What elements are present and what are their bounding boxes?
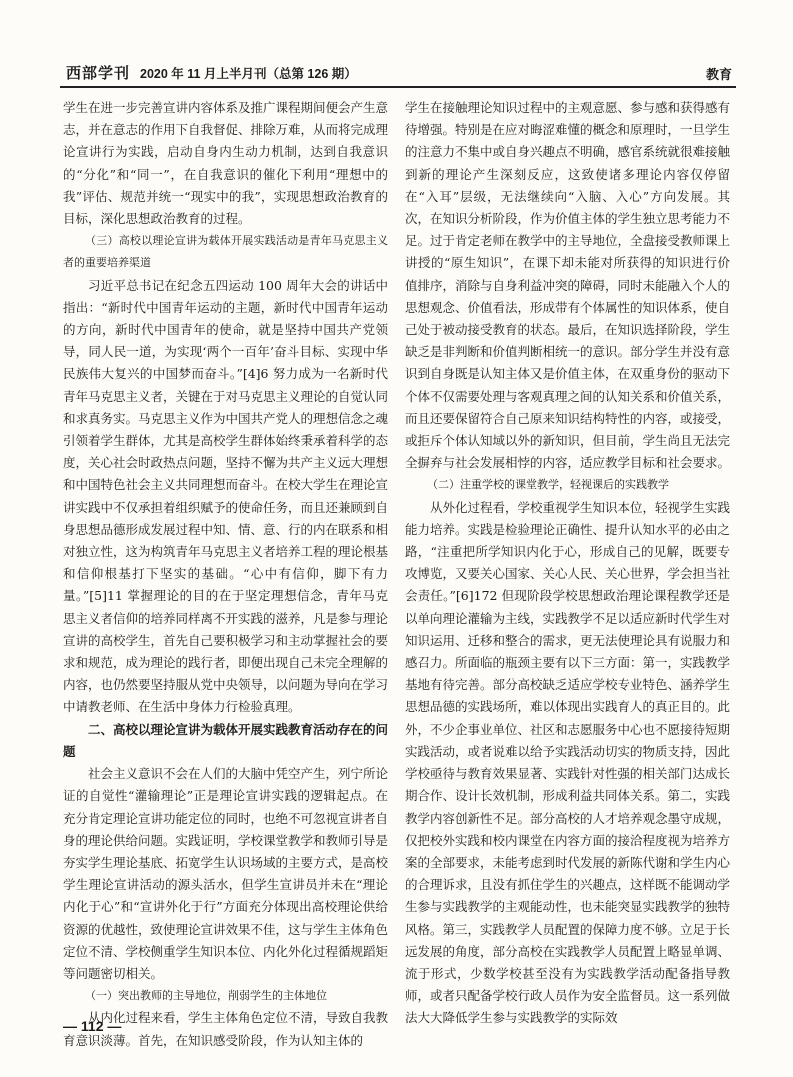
running-header <box>60 58 736 88</box>
paragraph: 学生在进一步完善宣讲内容体系及推广课程期间便会产生意志，并在意志的作用下自我督促、排除万难，从而将完成理论宣讲行为实践，启动自身内生动力机制，达到自我意识的“分化”和“同一”，在自我意识的催化下利用“理想中的我”评估、规范并统一“现实中的我”，实现思想政治教育的目标，深化思想政治教育的过程。 <box>63 100 389 227</box>
right-column <box>405 97 730 1030</box>
subsection-heading: （三）高校以理论宣讲为载体开展实践活动是青年马克思主义者的重要培养渠道 <box>63 234 388 270</box>
subsection-heading: （一）突出教师的主导地位，削弱学生的主体地位 <box>85 989 327 1003</box>
paragraph: 学生在接触理论知识过程中的主观意愿、参与感和获得感有待增强。特别是在应对晦涩难懂的概念和原理时，一旦学生的注意力不集中或自身兴趣点不明确，感官系统就很难接触到新的理论产生深刻反应，这致使诸多理论内容仅停留在“入耳”层级，无法继续向“入脑、入心”方向发展。其次，在知识分析阶段，作为价值主体的学生独立思考能力不足。过于肯定老师在教学中的主导地位，全盘接受教师课上讲授的“原生知识”，在课下却未能对所获得的知识进行价值排序，消除与自身利益冲突的障碍，同时未能融入个人的思想观念、价值看法，形成带有个体属性的知识体系，使自己处于被动接受教育的状态。最后，在知识选择阶段，学生缺乏是非判断和价值判断相统一的意识。部分学生并没有意识到自身既是认知主体又是价值主体，在双重身份的驱动下个体不仅需要处理与客观真理之间的认知关系和价值关系，而且还要保留符合自己原来知识结构特性的内容，或接受，或拒斥个体认知域以外的新知识，但目前，学生尚且无法完全摒弃与社会发展相悖的内容，适应教学目标和社会要求。 <box>405 100 731 471</box>
paragraph: 从内化过程来看，学生主体角色定位不清，导致自我教育意识淡薄。首先，在知识感受阶段，作为认知主体的 <box>63 1010 389 1048</box>
page-number: — 112 — <box>63 1018 122 1034</box>
paragraph: 习近平总书记在纪念五四运动 100 周年大会的讲话中指出：“新时代中国青年运动的主题，新时代中国青年运动的方向，新时代中国青年的使命，就是坚持中国共产党领导，同人民一道，为实现‘两个一百年’奋斗目标、实现中华民族伟大复兴的中国梦而奋斗。”[4]6 努力成为一名新时代青年马克思主义者，关键在于对马克思主义理论的自觉认同和求真务实。马克思主义作为中国共产党人的理想信念之魂引领着学生群体，尤其是高校学生群体始终秉承着科学的态度，关心社会时政热点问题，坚持不懈为共产主义远大理想和中国特色社会主义共同理想而奋斗。在校大学生在理论宣讲实践中不仅承担着组织赋予的使命任务，而且还兼顾到自身思想品德形成发展过程中知、情、意、行的内在联系和相对独立性，这为构筑青年马克思主义者培养工程的理论根基和信仰根基打下坚实的基础。“心中有信仰，脚下有力量。”[5]11 掌握理论的目的在于坚定理想信念，青年马克思主义者信仰的培养同样离不开实践的滋养，凡是参与理论宣讲的高校学生，首先自己要积极学习和主动掌握社会的要求和规范，成为理论的践行者，即便出现自己未完全理解的内容，也仍然要坚持服从党中央领导，以问题为导向在学习中请教老师、在生活中身体力行检验真理。 <box>63 277 389 715</box>
left-column <box>63 97 388 1052</box>
issue-info: 2020 年 11 月上半月刊（总第 126 期） <box>140 67 357 81</box>
section-label: 教育 <box>705 68 732 83</box>
subsection-heading: （二）注重学校的课堂教学，轻视课后的实践教学 <box>427 478 669 492</box>
paragraph: 从外化过程看，学校重视学生知识本位，轻视学生实践能力培养。实践是检验理论正确性、提升认知水平的必由之路，“注重把所学知识内化于心，形成自己的见解，既要专攻博览，又要关心国家、关心人民、关心世界，学会担当社会责任。”[6]172 但现阶段学校思想政治理论课程教学还是以单向理论灌输为主线，实践教学不足以适应新时代学生对知识运用、迁移和整合的需求，更无法使理论具有说服力和感召力。所面临的瓶颈主要有以下三方面：第一，实践教学基地有待完善。部分高校缺乏适应学校专业特色、涵养学生思想品德的实践场所，难以体现出实践育人的真正目的。此外，不少企事业单位、社区和志愿服务中心也不愿接待短期实践活动，或者说难以给予实践活动切实的物质支持，因此学校亟待与教育效果显著、实践针对性强的相关部门达成长期合作、设计长效机制，形成利益共同体关系。第二，实践教学内容创新性不足。部分高校的人才培养观念墨守成规，仅把校外实践和校内课堂在内容方面的接洽程度视为培养方案的全部要求，未能考虑到时代发展的新陈代谢和学生内心的合理诉求，且没有抓住学生的兴趣点，这样既不能调动学生参与实践教学的主观能动性，也未能突显实践教学的独特风格。第三，实践教学人员配置的保障力度不够。立足于长远发展的角度，部分高校在实践教学人员配置上略显单调、流于形式，少数学校甚至没有为实践教学活动配备指导教师，或者只配备学校行政人员作为安全监督员。这一系列做法大大降低学生参与实践教学的实际效 <box>405 499 731 1026</box>
section-heading: 二、高校以理论宣讲为载体开展实践教育活动存在的问题 <box>63 722 389 759</box>
journal-logo: 西部学刊 <box>66 64 131 82</box>
paragraph: 社会主义意识不会在人们的大脑中凭空产生，列宁所论证的自觉性“灌输理论”正是理论宣讲实践的逻辑起点。在充分肯定理论宣讲功能定位的同时，也绝不可忽视宣讲者自身的理论供给问题。实践证明，学校课堂教学和教师引导是夯实学生理论基底、拓宽学生认识场域的主要方式，是高校学生理论宣讲活动的源头活水，但学生宣讲员并未在“理论内化于心”和“宣讲外化于行”方面充分体现出高校理论供给资源的优越性，致使理论宣讲效果不佳，这与学生主体角色定位不清、学校侧重学生知识本位、内化外化过程循规蹈矩等问题密切相关。 <box>63 766 389 981</box>
